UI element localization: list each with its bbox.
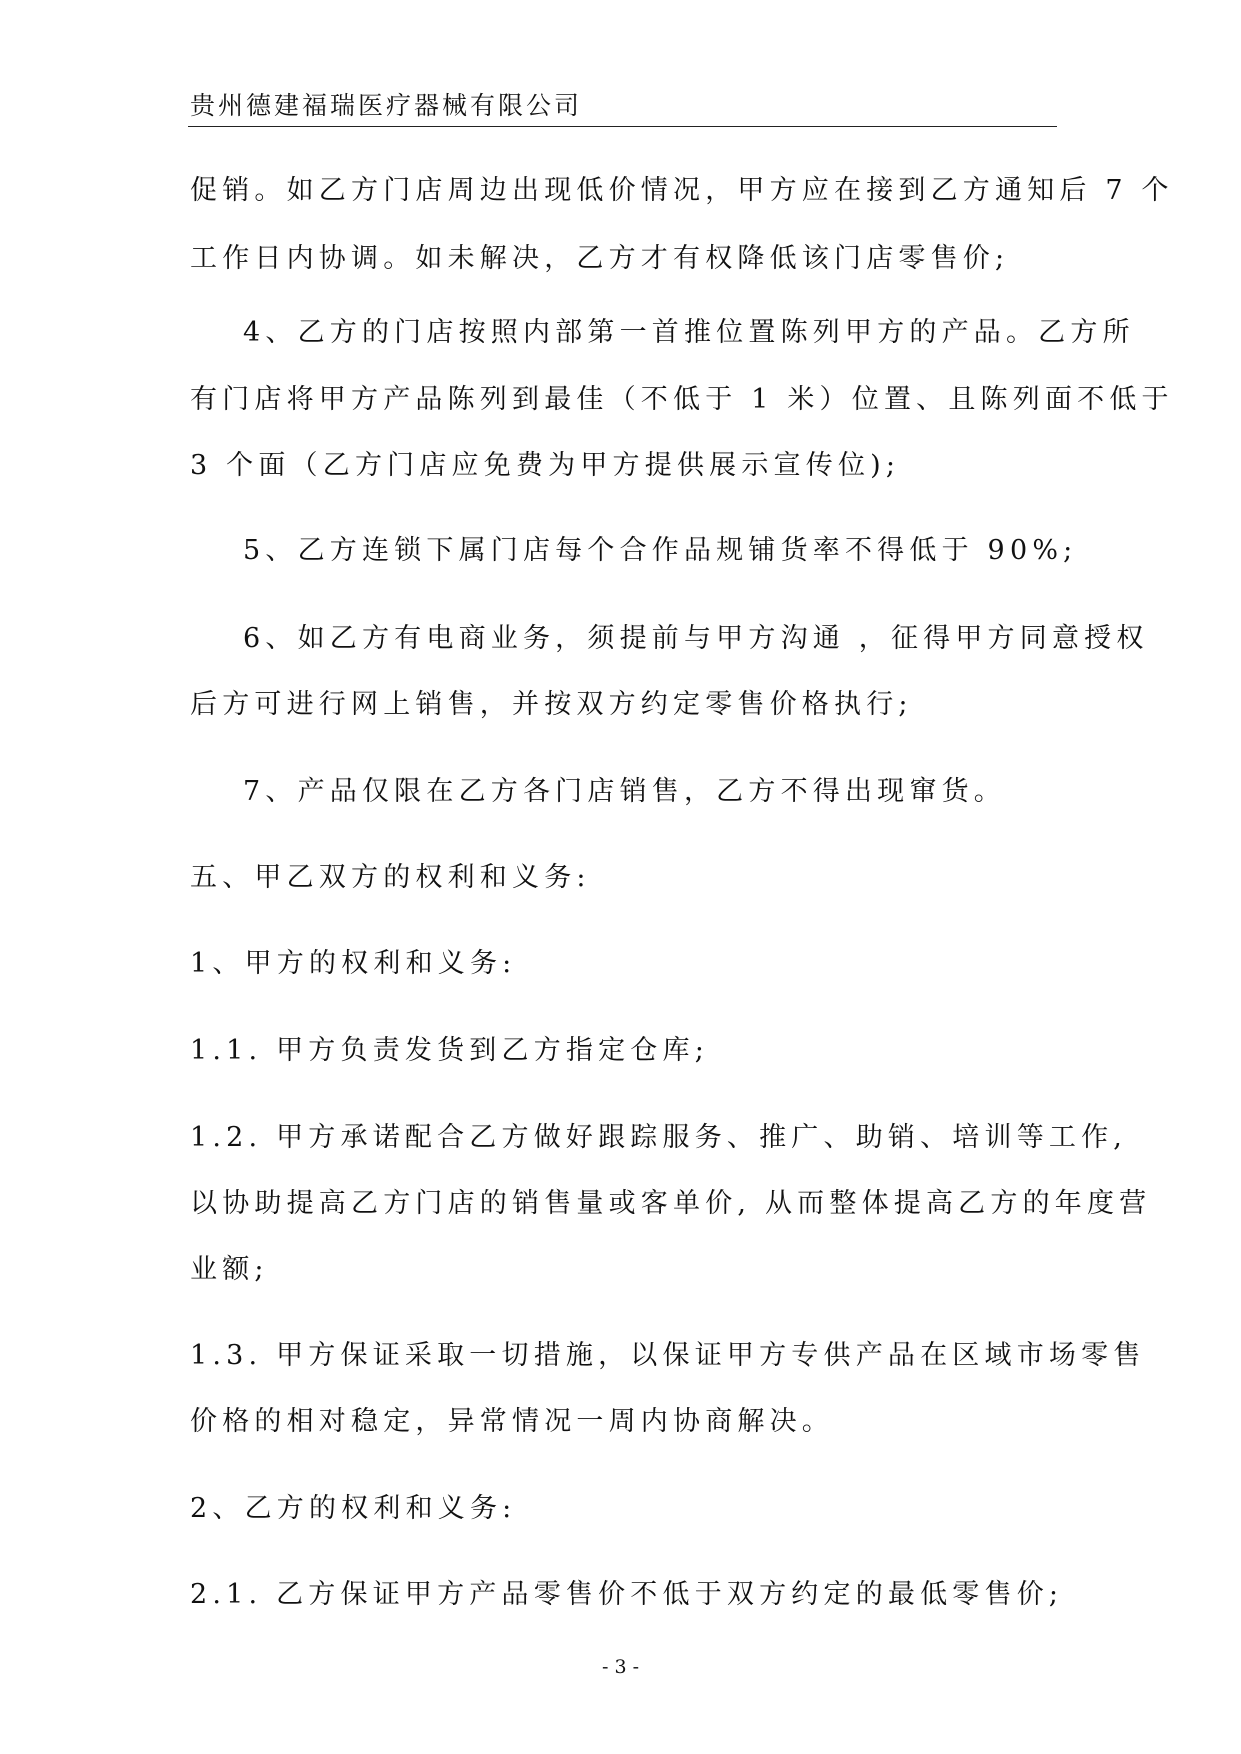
subsection-heading: 1、甲方的权利和义务: xyxy=(190,948,517,979)
paragraph-line: 2.1. 乙方保证甲方产品零售价不低于双方约定的最低零售价; xyxy=(190,1579,1064,1610)
paragraph-line: 促销。如乙方门店周边出现低价情况，甲方应在接到乙方通知后 7 个 xyxy=(190,175,1174,206)
running-header: 贵州德建福瑞医疗器械有限公司 xyxy=(190,91,583,120)
subsection-heading: 2、乙方的权利和义务: xyxy=(190,1493,517,1524)
paragraph-line: 业额; xyxy=(190,1254,269,1285)
paragraph-line: 以协助提高乙方门店的销售量或客单价, 从而整体提高乙方的年度营 xyxy=(190,1188,1152,1219)
paragraph-line: 3 个面（乙方门店应免费为甲方提供展示宣传位); xyxy=(190,450,901,481)
paragraph-line: 1.1. 甲方负责发货到乙方指定仓库; xyxy=(190,1035,710,1066)
paragraph-line: 6、如乙方有电商业务，须提前与甲方沟通 ，征得甲方同意授权 xyxy=(243,623,1149,654)
paragraph-line: 工作日内协调。如未解决，乙方才有权降低该门店零售价; xyxy=(190,243,1010,274)
paragraph-line: 后方可进行网上销售，并按双方约定零售价格执行; xyxy=(190,689,913,720)
paragraph-line: 有门店将甲方产品陈列到最佳（不低于 1 米）位置、且陈列面不低于 xyxy=(190,384,1174,415)
paragraph-line: 1.3. 甲方保证采取一切措施，以保证甲方专供产品在区域市场零售 xyxy=(190,1340,1146,1371)
paragraph-line: 7、产品仅限在乙方各门店销售，乙方不得出现窜货。 xyxy=(243,776,1006,807)
section-heading: 五、甲乙双方的权利和义务: xyxy=(190,862,591,893)
paragraph-line: 5、乙方连锁下属门店每个合作品规铺货率不得低于 90%; xyxy=(243,535,1078,566)
paragraph-line: 1.2. 甲方承诺配合乙方做好跟踪服务、推广、助销、培训等工作, xyxy=(190,1122,1128,1153)
paragraph-line: 4、乙方的门店按照内部第一首推位置陈列甲方的产品。乙方所 xyxy=(243,317,1135,348)
page-number: - 3 - xyxy=(601,1656,639,1678)
paragraph-line: 价格的相对稳定，异常情况一周内协商解决。 xyxy=(190,1406,834,1437)
header-rule xyxy=(188,126,1057,127)
